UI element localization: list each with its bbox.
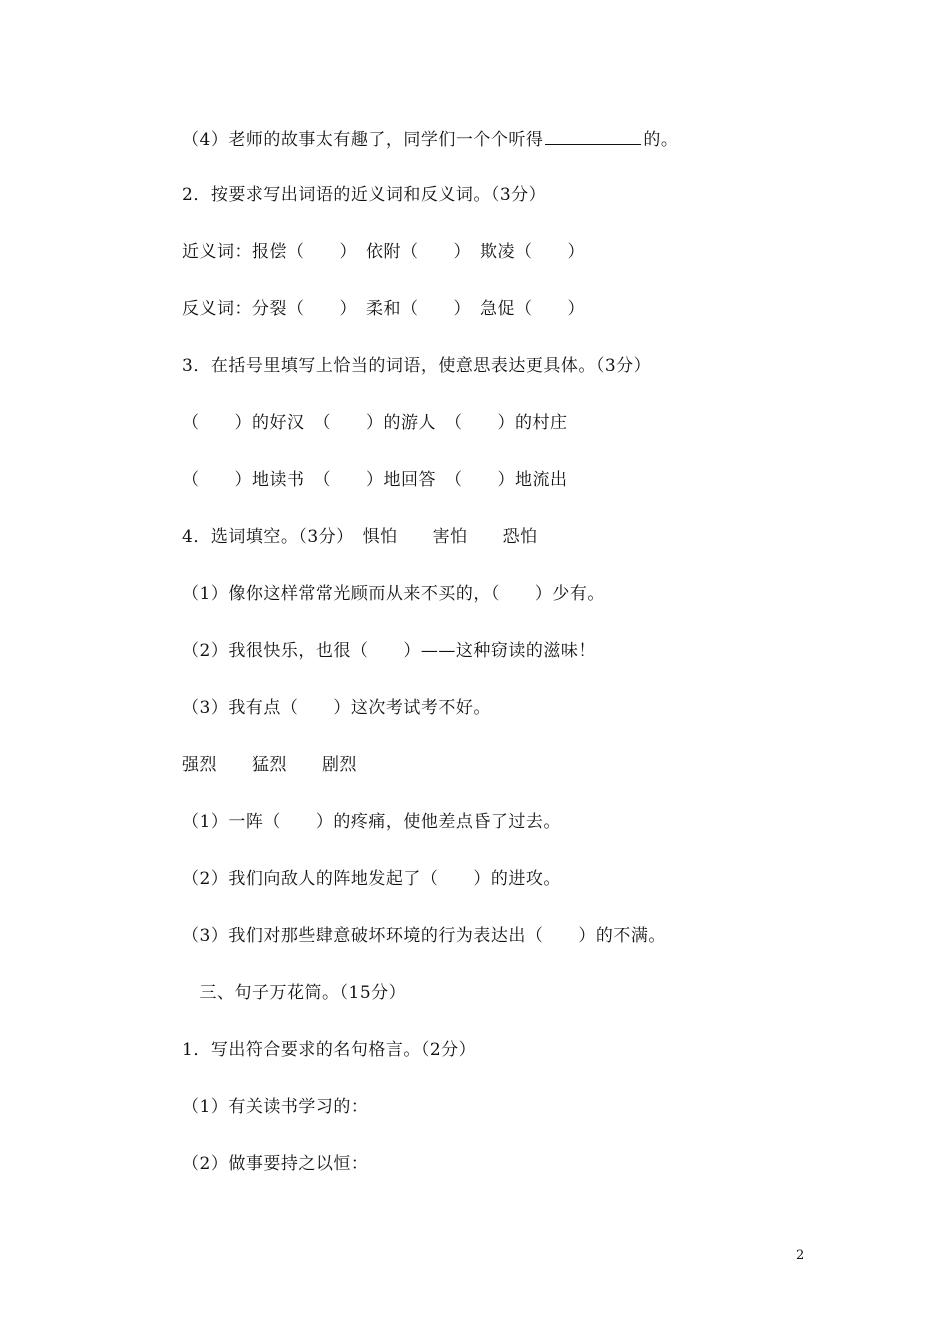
antonym-line: 反义词：分裂（ ） 柔和（ ） 急促（ ） [182,299,585,319]
choice-sentence-1: （1）像你这样常常光顾而从来不买的，（ ）少有。 [182,584,605,604]
quote-item-2: （2）做事要持之以恒： [182,1154,369,1174]
choice-sentence-2: （2）我很快乐，也很（ ）——这种窃读的滋味！ [182,641,596,661]
answer-blank[interactable] [545,126,641,145]
fill-phrase-line-1: （ ）的好汉 （ ）的游人 （ ）的村庄 [182,413,568,433]
question-tail: 的。 [643,130,679,150]
choice-sentence-5: （2）我们向敌人的阵地发起了（ ）的进攻。 [182,869,561,889]
question-text: （4）老师的故事太有趣了，同学们一个个听得 [182,130,544,150]
question-line-1-4 [182,126,678,152]
question-heading-2: 2．按要求写出词语的近义词和反义词。（3分） [182,185,547,205]
section-heading-3: 三、句子万花筒。（15分） [182,983,407,1003]
choice-sentence-3: （3）我有点（ ）这次考试考不好。 [182,698,491,718]
quote-item-1: （1）有关读书学习的： [182,1097,369,1117]
question-heading-3-1: 1．写出符合要求的名句格言。（2分） [182,1040,477,1060]
choice-sentence-4: （1）一阵（ ）的疼痛，使他差点昏了过去。 [182,812,561,832]
page-number: 2 [796,1248,805,1263]
question-heading-3: 3．在括号里填写上恰当的词语，使意思表达更具体。（3分） [182,356,652,376]
word-choice-group-2: 强烈 猛烈 剧烈 [182,755,357,775]
synonym-line: 近义词：报偿（ ） 依附（ ） 欺凌（ ） [182,242,585,262]
fill-phrase-line-2: （ ）地读书 （ ）地回答 （ ）地流出 [182,470,568,490]
choice-sentence-6: （3）我们对那些肆意破坏环境的行为表达出（ ）的不满。 [182,926,666,946]
question-heading-4: 4．选词填空。（3分） 惧怕 害怕 恐怕 [182,527,538,547]
